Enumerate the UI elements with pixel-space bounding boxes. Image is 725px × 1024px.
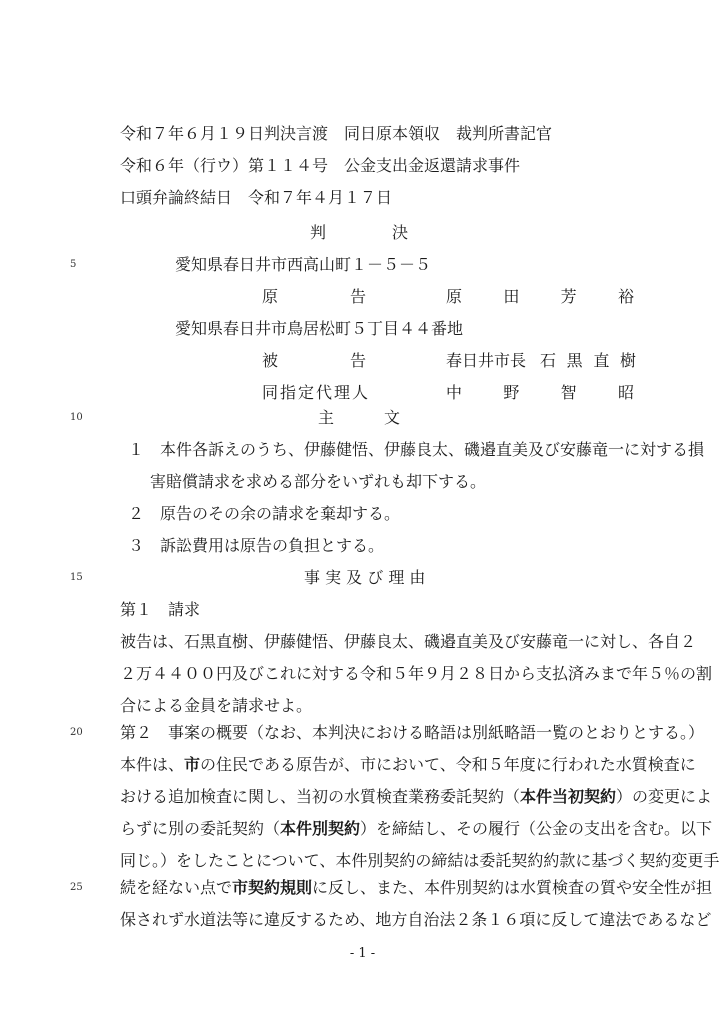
defendant-name-char-4: 樹 bbox=[619, 351, 636, 370]
defendant-name bbox=[540, 345, 636, 377]
term-initial-contract: 本件当初契約 bbox=[520, 787, 617, 806]
main-item-3-line bbox=[0, 530, 725, 562]
plaintiff-address: 愛知県春日井市西高山町１－５－５ bbox=[175, 255, 432, 274]
summary-text-5-c: に反し、また、本件別契約は水質検査の質や安全性が担 bbox=[312, 878, 713, 897]
summary-text-5-a: 続を経ない点で bbox=[120, 878, 233, 897]
term-city: 市 bbox=[184, 755, 201, 774]
line-number-20: 20 bbox=[70, 727, 83, 738]
plaintiff-role-char-1: 原 bbox=[262, 287, 279, 306]
section-2-title: 第２ 事案の概要（なお、本判決における略語は別紙略語一覧のとおりとする。） bbox=[120, 723, 705, 742]
claim-text-1: 被告は、石黒直樹、伊藤健悟、伊藤良太、磯邉直美及び安藤竜一に対し、各自２ bbox=[120, 632, 697, 651]
summary-text-1-c: の住民である原告が、市において、令和５年度に行われた水質検査に bbox=[200, 755, 696, 774]
summary-line-2 bbox=[0, 781, 725, 813]
line-number-25: 25 bbox=[70, 882, 83, 893]
defendant-role-char-2: 告 bbox=[349, 351, 366, 370]
claim-text-2: ２万４４００円及びこれに対する令和５年９月２８日から支払済みまで年５％の割 bbox=[120, 664, 713, 683]
summary-text-3-c: ）を締結し、その履行（公金の支出を含む。以下 bbox=[360, 819, 713, 838]
defendant-name-char-2: 黒 bbox=[566, 351, 583, 370]
main-item-1-line-a bbox=[0, 434, 725, 466]
agent-name-char-1: 中 bbox=[446, 383, 463, 402]
line-number-5: 5 bbox=[70, 259, 77, 270]
plaintiff-name-char-2: 田 bbox=[503, 287, 520, 306]
header-line-2 bbox=[0, 150, 725, 182]
summary-text-3 bbox=[120, 813, 712, 845]
judgment-title bbox=[0, 217, 725, 249]
summary-text-2 bbox=[120, 781, 712, 813]
plaintiff-role-char-2: 告 bbox=[349, 287, 366, 306]
judgment-title-char-2: 決 bbox=[392, 223, 409, 242]
hearing-end-date-text: 口頭弁論終結日 令和７年４月１７日 bbox=[120, 188, 393, 207]
reasons-heading: 事 実 及 び 理 由 bbox=[304, 568, 426, 587]
defendant-address: 愛知県春日井市鳥居松町５丁目４４番地 bbox=[175, 319, 464, 338]
defendant-role-char-1: 被 bbox=[262, 351, 279, 370]
main-item-1-text-a: １ 本件各訴えのうち、伊藤健悟、伊藤良太、磯邉直美及び安藤竜一に対する損 bbox=[128, 440, 705, 459]
judgment-title-char-1: 判 bbox=[310, 223, 327, 242]
summary-line-5 bbox=[0, 872, 725, 904]
main-item-3-text: ３ 訴訟費用は原告の負担とする。 bbox=[128, 536, 385, 555]
main-item-2-line bbox=[0, 498, 725, 530]
summary-line-6 bbox=[0, 904, 725, 936]
summary-line-1 bbox=[0, 749, 725, 781]
header-line-3 bbox=[0, 182, 725, 214]
agent-role: 同指定代理人 bbox=[262, 383, 371, 402]
plaintiff-role bbox=[262, 281, 366, 313]
summary-text-1 bbox=[120, 749, 696, 781]
summary-text-2-c: ）の変更によ bbox=[616, 787, 713, 806]
judgment-date-text: 令和７年６月１９日判決言渡 同日原本領収 裁判所書記官 bbox=[120, 124, 553, 143]
claim-line-1 bbox=[0, 626, 725, 658]
section-1-title: 第１ 請求 bbox=[120, 600, 201, 619]
main-text-heading-line bbox=[0, 402, 725, 434]
section-1-title-line bbox=[0, 594, 725, 626]
line-number-15: 15 bbox=[70, 572, 83, 583]
term-city-contract-rules: 市契約規則 bbox=[232, 878, 313, 897]
plaintiff-name-char-1: 原 bbox=[446, 287, 463, 306]
main-item-1-line-b bbox=[0, 466, 725, 498]
defendant-title: 春日井市長 bbox=[446, 351, 527, 370]
summary-text-5 bbox=[120, 872, 712, 904]
main-text-heading-char-1: 主 bbox=[318, 408, 335, 427]
agent-name-char-3: 智 bbox=[560, 383, 577, 402]
header-line-1 bbox=[0, 118, 725, 150]
summary-text-3-a: らずに別の委託契約（ bbox=[120, 819, 281, 838]
summary-text-2-a: おける追加検査に関し、当初の水質検査業務委託契約（ bbox=[120, 787, 521, 806]
summary-text-1-a: 本件は、 bbox=[120, 755, 185, 774]
plaintiff-line bbox=[0, 281, 725, 313]
plaintiff-name-char-3: 芳 bbox=[560, 287, 577, 306]
page-number: - 1 - bbox=[349, 946, 376, 961]
main-item-2-text: ２ 原告のその余の請求を棄却する。 bbox=[128, 504, 401, 523]
defendant-name-char-3: 直 bbox=[593, 351, 610, 370]
agent-name-char-4: 昭 bbox=[617, 383, 634, 402]
summary-text-6: 保されず水道法等に違反するため、地方自治法２条１６項に反して違法であるなど bbox=[120, 910, 712, 929]
plaintiff-name-char-4: 裕 bbox=[617, 287, 634, 306]
case-number-text: 令和６年（行ウ）第１１４号 公金支出金返還請求事件 bbox=[120, 156, 521, 175]
defendant-line bbox=[0, 345, 725, 377]
agent-name-char-2: 野 bbox=[503, 383, 520, 402]
defendant-role bbox=[262, 345, 366, 377]
defendant-name-char-1: 石 bbox=[540, 351, 557, 370]
term-separate-contract: 本件別契約 bbox=[280, 819, 361, 838]
claim-text-3: 合による金員を請求せよ。 bbox=[120, 696, 313, 715]
main-text-heading-char-2: 文 bbox=[384, 408, 401, 427]
claim-line-2 bbox=[0, 658, 725, 690]
plaintiff-address-line bbox=[0, 249, 725, 281]
section-2-title-line bbox=[0, 717, 725, 749]
reasons-heading-line bbox=[0, 562, 725, 594]
line-number-10: 10 bbox=[70, 412, 83, 423]
defendant-address-line bbox=[0, 313, 725, 345]
main-item-1-text-b: 害賠償請求を求める部分をいずれも却下する。 bbox=[150, 472, 487, 491]
plaintiff-name bbox=[446, 281, 634, 313]
summary-line-3 bbox=[0, 813, 725, 845]
summary-text-4: 同じ。）をしたことについて、本件別契約の締結は委託契約約款に基づく契約変更手 bbox=[120, 851, 720, 870]
